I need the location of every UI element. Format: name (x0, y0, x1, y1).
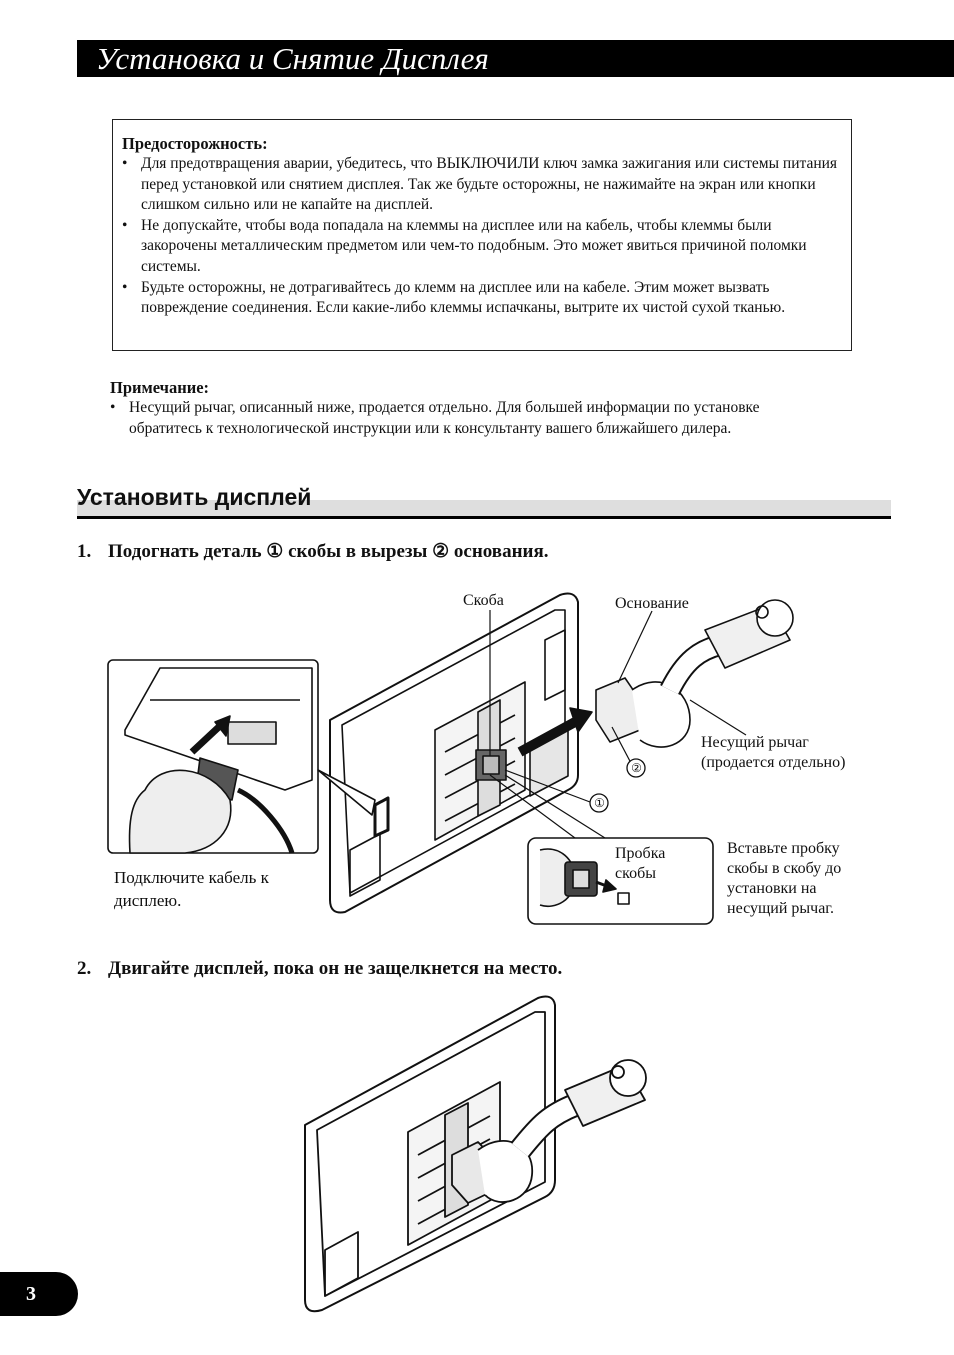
note-heading: Примечание: (110, 378, 210, 397)
callout-2: ② (631, 761, 642, 775)
label-insert-line: несущий рычаг. (727, 900, 835, 917)
step-number: 1. (77, 541, 92, 562)
label-insert-line: скобы в скобу до (727, 860, 842, 877)
section-title: Установить дисплей (77, 484, 312, 510)
label-insert-line: Вставьте пробку (727, 840, 840, 857)
label-cable-line: дисплею. (114, 891, 182, 910)
label-cable-line: Подключите кабель к (114, 868, 269, 887)
label-bracket: Скоба (463, 592, 504, 609)
step-number: 2. (77, 958, 92, 979)
caution-item: • Будьте осторожны, не дотрагивайтесь до клемм на дисплее или на кабеле. Этим может вызвать повреждение соединения. Если какие-либо клеммы испачканы, вытрите их чистой сухой тканью. (122, 278, 844, 319)
page-number-badge (0, 1272, 78, 1316)
label-plug-line: Пробка (615, 845, 666, 862)
step-text: Двигайте дисплей, пока он не защелкнется на место. (108, 958, 563, 979)
caution-item: • Не допускайте, чтобы вода попадала на клеммы на дисплее или на кабель, чтобы клеммы были закорочены металлическим предметом или чем-то подобным. Это может явиться причиной поломки системы. (122, 216, 844, 278)
caution-heading: Предосторожность: (122, 134, 268, 153)
callout-1: ① (594, 796, 605, 810)
page-number: 3 (26, 1283, 36, 1305)
label-insert-line: установки на (727, 880, 817, 897)
caution-item: • Для предотвращения аварии, убедитесь, что ВЫКЛЮЧИЛИ ключ замка зажигания или системы питания перед установкой или снятием дисплея. Так же будьте осторожны, не нажимайте на экран или кнопки слишком сильно или не капайте на дисплей. (122, 154, 844, 216)
page-title: Установка и Снятие Дисплея (96, 41, 489, 76)
note-item: • Несущий рычаг, описанный ниже, продается отдельно. Для большей информации по установке обратитесь к технологической инструкции или к консультанту вашего ближайшего дилера. (110, 398, 810, 439)
label-arm-line: Несущий рычаг (701, 734, 809, 751)
label-arm-line: (продается отдельно) (701, 754, 846, 771)
label-plug-line: скобы (615, 865, 656, 882)
label-base: Основание (615, 595, 689, 612)
step-text: Подогнать деталь ① скобы в вырезы ② основания. (108, 541, 549, 562)
